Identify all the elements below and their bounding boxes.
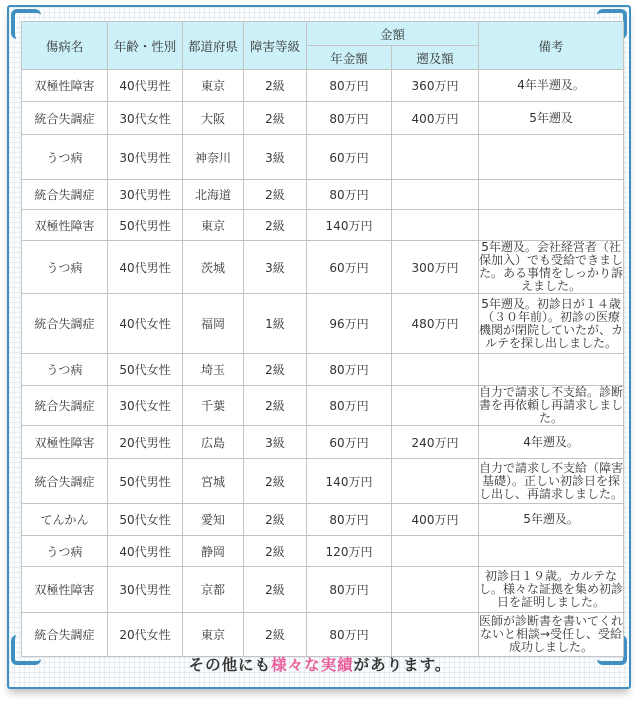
cell-disease: うつ病 (22, 135, 108, 180)
cell-prefecture: 千葉 (183, 386, 244, 426)
cell-annual-amount: 60万円 (307, 241, 392, 294)
cell-grade: 2級 (244, 386, 307, 426)
cell-prefecture: 福岡 (183, 294, 244, 354)
cell-prefecture: 愛知 (183, 504, 244, 536)
table-row (22, 613, 624, 657)
results-table-body (22, 70, 624, 657)
cell-note: 5年遡及。 (479, 504, 624, 536)
cell-note: 4年遡及。 (479, 426, 624, 459)
header-annual: 年金額 (307, 46, 392, 70)
cell-grade: 2級 (244, 536, 307, 567)
cell-disease: 統合失調症 (22, 294, 108, 354)
cell-disease: 双極性障害 (22, 70, 108, 102)
cell-disease: うつ病 (22, 354, 108, 386)
header-age-gender: 年齢・性別 (108, 22, 183, 70)
table-row (22, 70, 624, 102)
table-row (22, 135, 624, 180)
cell-retro-amount: 300万円 (392, 241, 479, 294)
cell-disease: 統合失調症 (22, 180, 108, 210)
cell-retro-amount (392, 567, 479, 613)
cell-prefecture: 京都 (183, 567, 244, 613)
cell-age-gender: 30代女性 (108, 102, 183, 135)
cell-grade: 2級 (244, 354, 307, 386)
table-row (22, 180, 624, 210)
cell-retro-amount: 480万円 (392, 294, 479, 354)
header-prefecture: 都道府県 (183, 22, 244, 70)
cell-grade: 2級 (244, 180, 307, 210)
cell-prefecture: 静岡 (183, 536, 244, 567)
cell-disease: 統合失調症 (22, 459, 108, 504)
cell-annual-amount: 120万円 (307, 536, 392, 567)
cell-prefecture: 茨城 (183, 241, 244, 294)
cell-annual-amount: 96万円 (307, 294, 392, 354)
cell-prefecture: 北海道 (183, 180, 244, 210)
cell-retro-amount (392, 135, 479, 180)
table-row (22, 386, 624, 426)
cell-grade: 1級 (244, 294, 307, 354)
cell-retro-amount (392, 536, 479, 567)
cell-note (479, 210, 624, 241)
cell-annual-amount: 80万円 (307, 102, 392, 135)
table-row (22, 354, 624, 386)
cell-retro-amount (392, 180, 479, 210)
cell-note: 初診日１９歳。カルテなし。様々な証拠を集め初診日を証明しました。 (479, 567, 624, 613)
footer-suffix: があります。 (353, 656, 452, 674)
cell-age-gender: 50代男性 (108, 210, 183, 241)
cell-note: 5年遡及 (479, 102, 624, 135)
cell-grade: 2級 (244, 459, 307, 504)
cell-annual-amount: 80万円 (307, 504, 392, 536)
cell-annual-amount: 80万円 (307, 180, 392, 210)
cell-prefecture: 東京 (183, 210, 244, 241)
cell-retro-amount: 400万円 (392, 504, 479, 536)
table-row (22, 210, 624, 241)
cell-prefecture: 東京 (183, 613, 244, 657)
cell-note: 4年半遡及。 (479, 70, 624, 102)
cell-age-gender: 40代女性 (108, 294, 183, 354)
cell-age-gender: 20代男性 (108, 426, 183, 459)
table-row (22, 536, 624, 567)
cell-prefecture: 大阪 (183, 102, 244, 135)
cell-age-gender: 50代女性 (108, 354, 183, 386)
cell-grade: 3級 (244, 426, 307, 459)
table-row (22, 426, 624, 459)
cell-prefecture: 埼玉 (183, 354, 244, 386)
cell-prefecture: 広島 (183, 426, 244, 459)
cell-age-gender: 50代女性 (108, 504, 183, 536)
cell-grade: 2級 (244, 70, 307, 102)
footer-message (0, 653, 640, 675)
footer-highlight: 様々な実績 (271, 656, 354, 674)
cell-note (479, 536, 624, 567)
cell-grade: 2級 (244, 102, 307, 135)
cell-annual-amount: 60万円 (307, 135, 392, 180)
cell-age-gender: 30代男性 (108, 180, 183, 210)
cell-retro-amount (392, 613, 479, 657)
cell-note: 医師が診断書を書いてくれないと相談→受任し、受給成功しました。 (479, 613, 624, 657)
cell-retro-amount (392, 386, 479, 426)
cell-retro-amount: 240万円 (392, 426, 479, 459)
cell-retro-amount (392, 459, 479, 504)
cell-note (479, 180, 624, 210)
cell-prefecture: 宮城 (183, 459, 244, 504)
cell-annual-amount: 140万円 (307, 210, 392, 241)
header-disease: 傷病名 (22, 22, 108, 70)
cell-note: 自力で請求し不支給。診断書を再依頼し再請求しました。 (479, 385, 624, 425)
cell-disease: 統合失調症 (22, 102, 108, 135)
footer-prefix: その他にも (188, 656, 272, 674)
header-grade: 障害等級 (244, 22, 307, 70)
cell-age-gender: 30代男性 (108, 135, 183, 180)
cell-grade: 2級 (244, 504, 307, 536)
cell-age-gender: 50代男性 (108, 459, 183, 504)
cell-annual-amount: 80万円 (307, 613, 392, 657)
results-table (21, 21, 624, 657)
cell-note: 自力で請求し不支給（障害基礎）。正しい初診日を探し出し、再請求しました。 (479, 459, 624, 504)
cell-retro-amount: 400万円 (392, 102, 479, 135)
table-row (22, 241, 624, 294)
header-amount-group: 金額 (307, 22, 479, 46)
cell-disease: 統合失調症 (22, 613, 108, 657)
cell-grade: 3級 (244, 241, 307, 294)
header-notes: 備考 (479, 22, 624, 70)
cell-annual-amount: 80万円 (307, 386, 392, 426)
cell-disease: うつ病 (22, 536, 108, 567)
cell-disease: うつ病 (22, 241, 108, 294)
cell-disease: 双極性障害 (22, 426, 108, 459)
cell-age-gender: 40代男性 (108, 70, 183, 102)
table-row (22, 294, 624, 354)
cell-note (479, 135, 624, 180)
cell-annual-amount: 140万円 (307, 459, 392, 504)
cell-note: 5年遡及。会社経営者（社保加入）でも受給できました。ある事情をしっかり訴えました。 (479, 240, 624, 293)
cell-age-gender: 30代男性 (108, 567, 183, 613)
cell-annual-amount: 80万円 (307, 70, 392, 102)
cell-annual-amount: 60万円 (307, 426, 392, 459)
cell-annual-amount: 80万円 (307, 354, 392, 386)
table-row (22, 567, 624, 613)
cell-annual-amount: 80万円 (307, 567, 392, 613)
cell-disease: 統合失調症 (22, 386, 108, 426)
cell-age-gender: 30代女性 (108, 386, 183, 426)
cell-grade: 2級 (244, 613, 307, 657)
cell-retro-amount (392, 210, 479, 241)
cell-retro-amount (392, 354, 479, 386)
cell-disease: 双極性障害 (22, 210, 108, 241)
cell-grade: 2級 (244, 567, 307, 613)
cell-note (479, 354, 624, 386)
cell-disease: てんかん (22, 504, 108, 536)
header-retro: 遡及額 (392, 46, 479, 70)
cell-age-gender: 40代男性 (108, 536, 183, 567)
table-row (22, 102, 624, 135)
cell-grade: 2級 (244, 210, 307, 241)
cell-age-gender: 20代女性 (108, 613, 183, 657)
cell-age-gender: 40代男性 (108, 241, 183, 294)
cell-grade: 3級 (244, 135, 307, 180)
table-row (22, 459, 624, 504)
cell-disease: 双極性障害 (22, 567, 108, 613)
cell-prefecture: 東京 (183, 70, 244, 102)
cell-prefecture: 神奈川 (183, 135, 244, 180)
cell-retro-amount: 360万円 (392, 70, 479, 102)
table-row (22, 504, 624, 536)
cell-note: 5年遡及。初診日が１４歳（３０年前）。初診の医療機関が閉院していたが、カルテを探し出しました。 (479, 294, 624, 354)
